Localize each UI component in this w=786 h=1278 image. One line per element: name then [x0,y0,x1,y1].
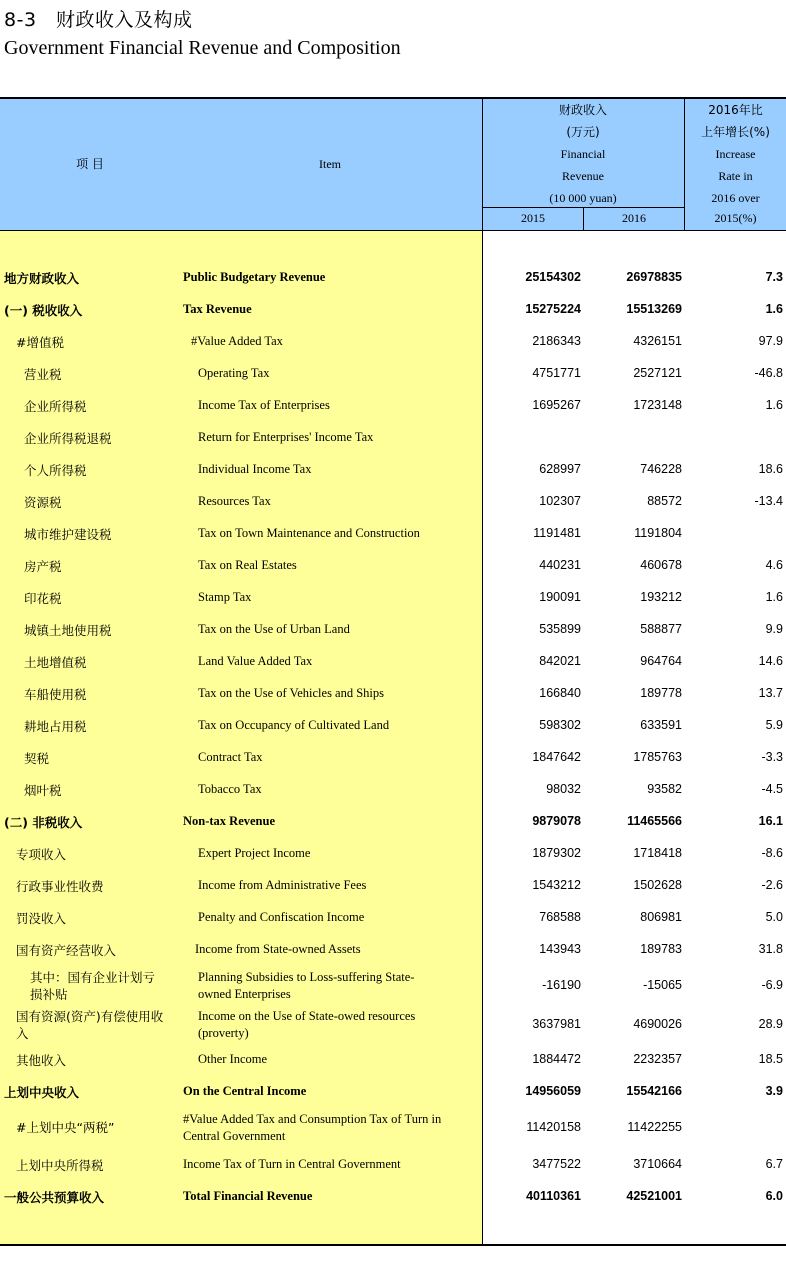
row-label-zh: 国有资源(资产)有偿使用收入 [16,1009,164,1041]
row-value-2015: 1191481 [533,526,581,540]
row-value-2016: 193212 [640,590,682,604]
row-value-2016: 1191804 [634,526,682,540]
row-label-en: Return for Enterprises' Income Tax [198,430,374,444]
row-label-zh: 企业所得税 [24,399,87,414]
row-label-zh: 契税 [24,751,50,766]
row-label-en: Penalty and Confiscation Income [198,910,365,924]
row-label-zh: 一般公共预算收入 [4,1190,105,1205]
row-value-2016: 88572 [647,494,682,508]
column-divider [684,99,685,230]
column-divider [482,99,483,1244]
row-value-2016: 1718418 [633,846,682,860]
row-value-2015: 1879302 [532,846,581,860]
row-value-2016: 460678 [640,558,682,572]
row-value-2015: 768588 [539,910,581,924]
row-label-en: Land Value Added Tax [198,654,313,668]
header-growth-line: 2016 over [711,191,760,205]
row-label-en: Income on the Use of State-owed resources (proverty) [198,1009,416,1040]
header-item-en: Item [319,157,341,171]
row-value-2016: 1723148 [633,398,682,412]
row-value-2015: 3637981 [532,1017,581,1031]
row-value-2015: 102307 [539,494,581,508]
row-value-2016: 1785763 [633,750,682,764]
row-label-zh: 专项收入 [16,847,67,862]
row-value-2015: 598302 [539,718,581,732]
header-revenue-line: (万元) [566,125,600,139]
row-value-2016: 3710664 [633,1157,682,1171]
row-label-zh: 车船使用税 [24,687,87,702]
row-label-en: #Value Added Tax and Consumption Tax of Turn in Central Government [183,1112,442,1143]
revenue-table [0,97,786,1246]
row-label-en: Tax on the Use of Urban Land [198,622,350,636]
row-label-en: Tax on Real Estates [198,558,297,572]
header-year-divider [583,207,584,230]
row-label-zh: 营业税 [24,367,62,382]
row-label-zh: 烟叶税 [24,783,62,798]
row-label-zh: 城镇土地使用税 [24,623,112,638]
row-value-2015: 4751771 [532,366,581,380]
row-label-en: Operating Tax [198,366,270,380]
row-value-2015: 1695267 [532,398,581,412]
row-value-2015: 1884472 [532,1052,581,1066]
row-growth-rate: 4.6 [765,558,783,572]
row-label-zh: 耕地占用税 [24,719,87,734]
header-growth-line: 2016年比 [708,103,763,117]
row-label-en: Non-tax Revenue [183,814,276,828]
row-growth-rate: 16.1 [758,814,783,828]
row-growth-rate: 6.7 [765,1157,783,1171]
row-value-2016: 964764 [640,654,682,668]
row-value-2015: 440231 [539,558,581,572]
row-value-2016: 15513269 [626,302,682,316]
row-label-zh: #上划中央“两税” [16,1120,115,1135]
row-value-2015: 190091 [539,590,581,604]
row-label-zh: 城市维护建设税 [24,527,112,542]
row-value-2015: 842021 [539,654,581,668]
row-growth-rate: -2.6 [761,878,783,892]
row-value-2016: 2232357 [633,1052,682,1066]
row-label-zh: 其中：国有企业计划亏损补贴 [30,970,156,1002]
row-label-zh: 上划中央收入 [4,1085,80,1100]
row-value-2016: 189783 [640,942,682,956]
row-label-en: Tax on Town Maintenance and Construction [198,526,420,540]
row-label-en: Tobacco Tax [198,782,262,796]
row-label-en: Tax on the Use of Vehicles and Ships [198,686,385,700]
row-value-2015: 40110361 [526,1189,581,1203]
row-value-2015: 3477522 [532,1157,581,1171]
table-title-zh: 8-3 财政收入及构成 [4,9,193,31]
row-growth-rate: -4.5 [761,782,783,796]
header-year-2015: 2015 [521,211,545,225]
row-value-2016: 633591 [640,718,682,732]
row-value-2016: 806981 [640,910,682,924]
header-growth-line: Increase [715,147,756,161]
row-label-zh: 其他收入 [16,1053,67,1068]
row-label-zh: 资源税 [24,495,62,510]
row-growth-rate: 13.7 [758,686,783,700]
row-growth-rate: 9.9 [765,622,783,636]
header-growth-line: 2015(%) [714,211,757,225]
row-value-2016: 11465566 [627,814,682,828]
row-label-zh: 土地增值税 [24,655,87,670]
row-growth-rate: -3.3 [761,750,783,764]
row-label-en: Stamp Tax [198,590,252,604]
header-item-zh: 项 目 [76,157,104,171]
row-label-en: On the Central Income [183,1084,307,1098]
row-growth-rate: 18.5 [758,1052,783,1066]
row-growth-rate: 28.9 [758,1017,783,1031]
row-value-2015: 2186343 [532,334,581,348]
row-label-en: Total Financial Revenue [183,1189,313,1203]
header-growth-line: 上年增长(%) [701,125,770,139]
header-revenue-line: Revenue [562,169,604,183]
row-value-2016: 4690026 [633,1017,682,1031]
row-growth-rate: 3.9 [765,1084,783,1098]
row-label-zh: 行政事业性收费 [16,879,104,894]
row-label-en: Expert Project Income [198,846,311,860]
row-label-en: #Value Added Tax [191,334,283,348]
row-label-zh: 罚没收入 [16,911,67,926]
row-label-en: Income Tax of Turn in Central Government [183,1157,401,1171]
row-growth-rate: -6.9 [761,978,783,992]
row-growth-rate: 7.3 [765,270,783,284]
row-growth-rate: -13.4 [754,494,783,508]
row-label-zh: 企业所得税退税 [24,431,112,446]
header-revenue-line: (10 000 yuan) [549,191,617,205]
row-value-2016: 26978835 [626,270,682,284]
row-label-en: Resources Tax [198,494,271,508]
table-bottom-rule [0,1244,786,1246]
row-value-2016: 4326151 [633,334,682,348]
header-year-2016: 2016 [622,211,646,225]
row-value-2015: 25154302 [525,270,581,284]
row-growth-rate: 97.9 [758,334,783,348]
table-title-en: Government Financial Revenue and Composition [4,37,401,59]
table-body [0,231,786,1244]
row-label-en: Other Income [198,1052,268,1066]
row-value-2016: 93582 [647,782,682,796]
row-value-2016: -15065 [643,978,682,992]
row-label-en: Tax Revenue [183,302,252,316]
header-revenue-line: Financial [560,147,606,161]
header-growth-line: Rate in [718,169,753,183]
row-growth-rate: 1.6 [765,302,783,316]
row-value-2015: 1543212 [532,878,581,892]
header-subdivider [483,207,685,208]
row-growth-rate: 5.9 [765,718,783,732]
row-value-2016: 11422255 [627,1120,682,1134]
row-label-en: Planning Subsidies to Loss-suffering State-owned Enterprises [198,970,415,1001]
row-label-zh: (二) 非税收入 [4,815,83,830]
row-label-en: Income Tax of Enterprises [198,398,330,412]
row-value-2016: 588877 [640,622,682,636]
row-growth-rate: 31.8 [758,942,783,956]
row-label-en: Individual Income Tax [198,462,312,476]
row-value-2015: 98032 [546,782,581,796]
row-value-2015: 143943 [539,942,581,956]
row-value-2016: 2527121 [633,366,682,380]
row-growth-rate: -46.8 [754,366,783,380]
row-growth-rate: 1.6 [765,590,783,604]
row-value-2015: 628997 [539,462,581,476]
row-value-2016: 42521001 [626,1189,682,1203]
row-label-zh: #增值税 [16,335,64,350]
row-label-zh: (一) 税收收入 [4,303,83,318]
row-label-zh: 地方财政收入 [4,271,80,286]
row-value-2015: 535899 [539,622,581,636]
row-growth-rate: 18.6 [758,462,783,476]
row-value-2015: 11420158 [526,1120,581,1134]
row-label-zh: 房产税 [24,559,62,574]
row-value-2015: 166840 [539,686,581,700]
row-growth-rate: 1.6 [765,398,783,412]
row-growth-rate: 6.0 [765,1189,783,1203]
row-value-2016: 189778 [640,686,682,700]
header-revenue-line: 财政收入 [558,103,607,117]
row-label-zh: 个人所得税 [24,463,87,478]
row-value-2016: 746228 [640,462,682,476]
row-label-en: Tax on Occupancy of Cultivated Land [198,718,390,732]
row-value-2015: 15275224 [525,302,581,316]
row-label-zh: 印花税 [24,591,62,606]
row-label-en: Contract Tax [198,750,263,764]
row-value-2015: 14956059 [525,1084,581,1098]
row-growth-rate: -8.6 [761,846,783,860]
row-value-2015: 1847642 [532,750,581,764]
row-label-zh: 国有资产经营收入 [16,943,117,958]
row-growth-rate: 14.6 [758,654,783,668]
row-label-en: Public Budgetary Revenue [183,270,326,284]
row-value-2016: 1502628 [633,878,682,892]
table-header [0,99,786,230]
row-value-2016: 15542166 [626,1084,682,1098]
row-label-zh: 上划中央所得税 [16,1158,104,1173]
row-label-en: Income from State-owned Assets [195,942,361,956]
row-value-2015: 9879078 [532,814,581,828]
row-growth-rate: 5.0 [765,910,783,924]
row-label-en: Income from Administrative Fees [198,878,367,892]
row-value-2015: -16190 [542,978,581,992]
